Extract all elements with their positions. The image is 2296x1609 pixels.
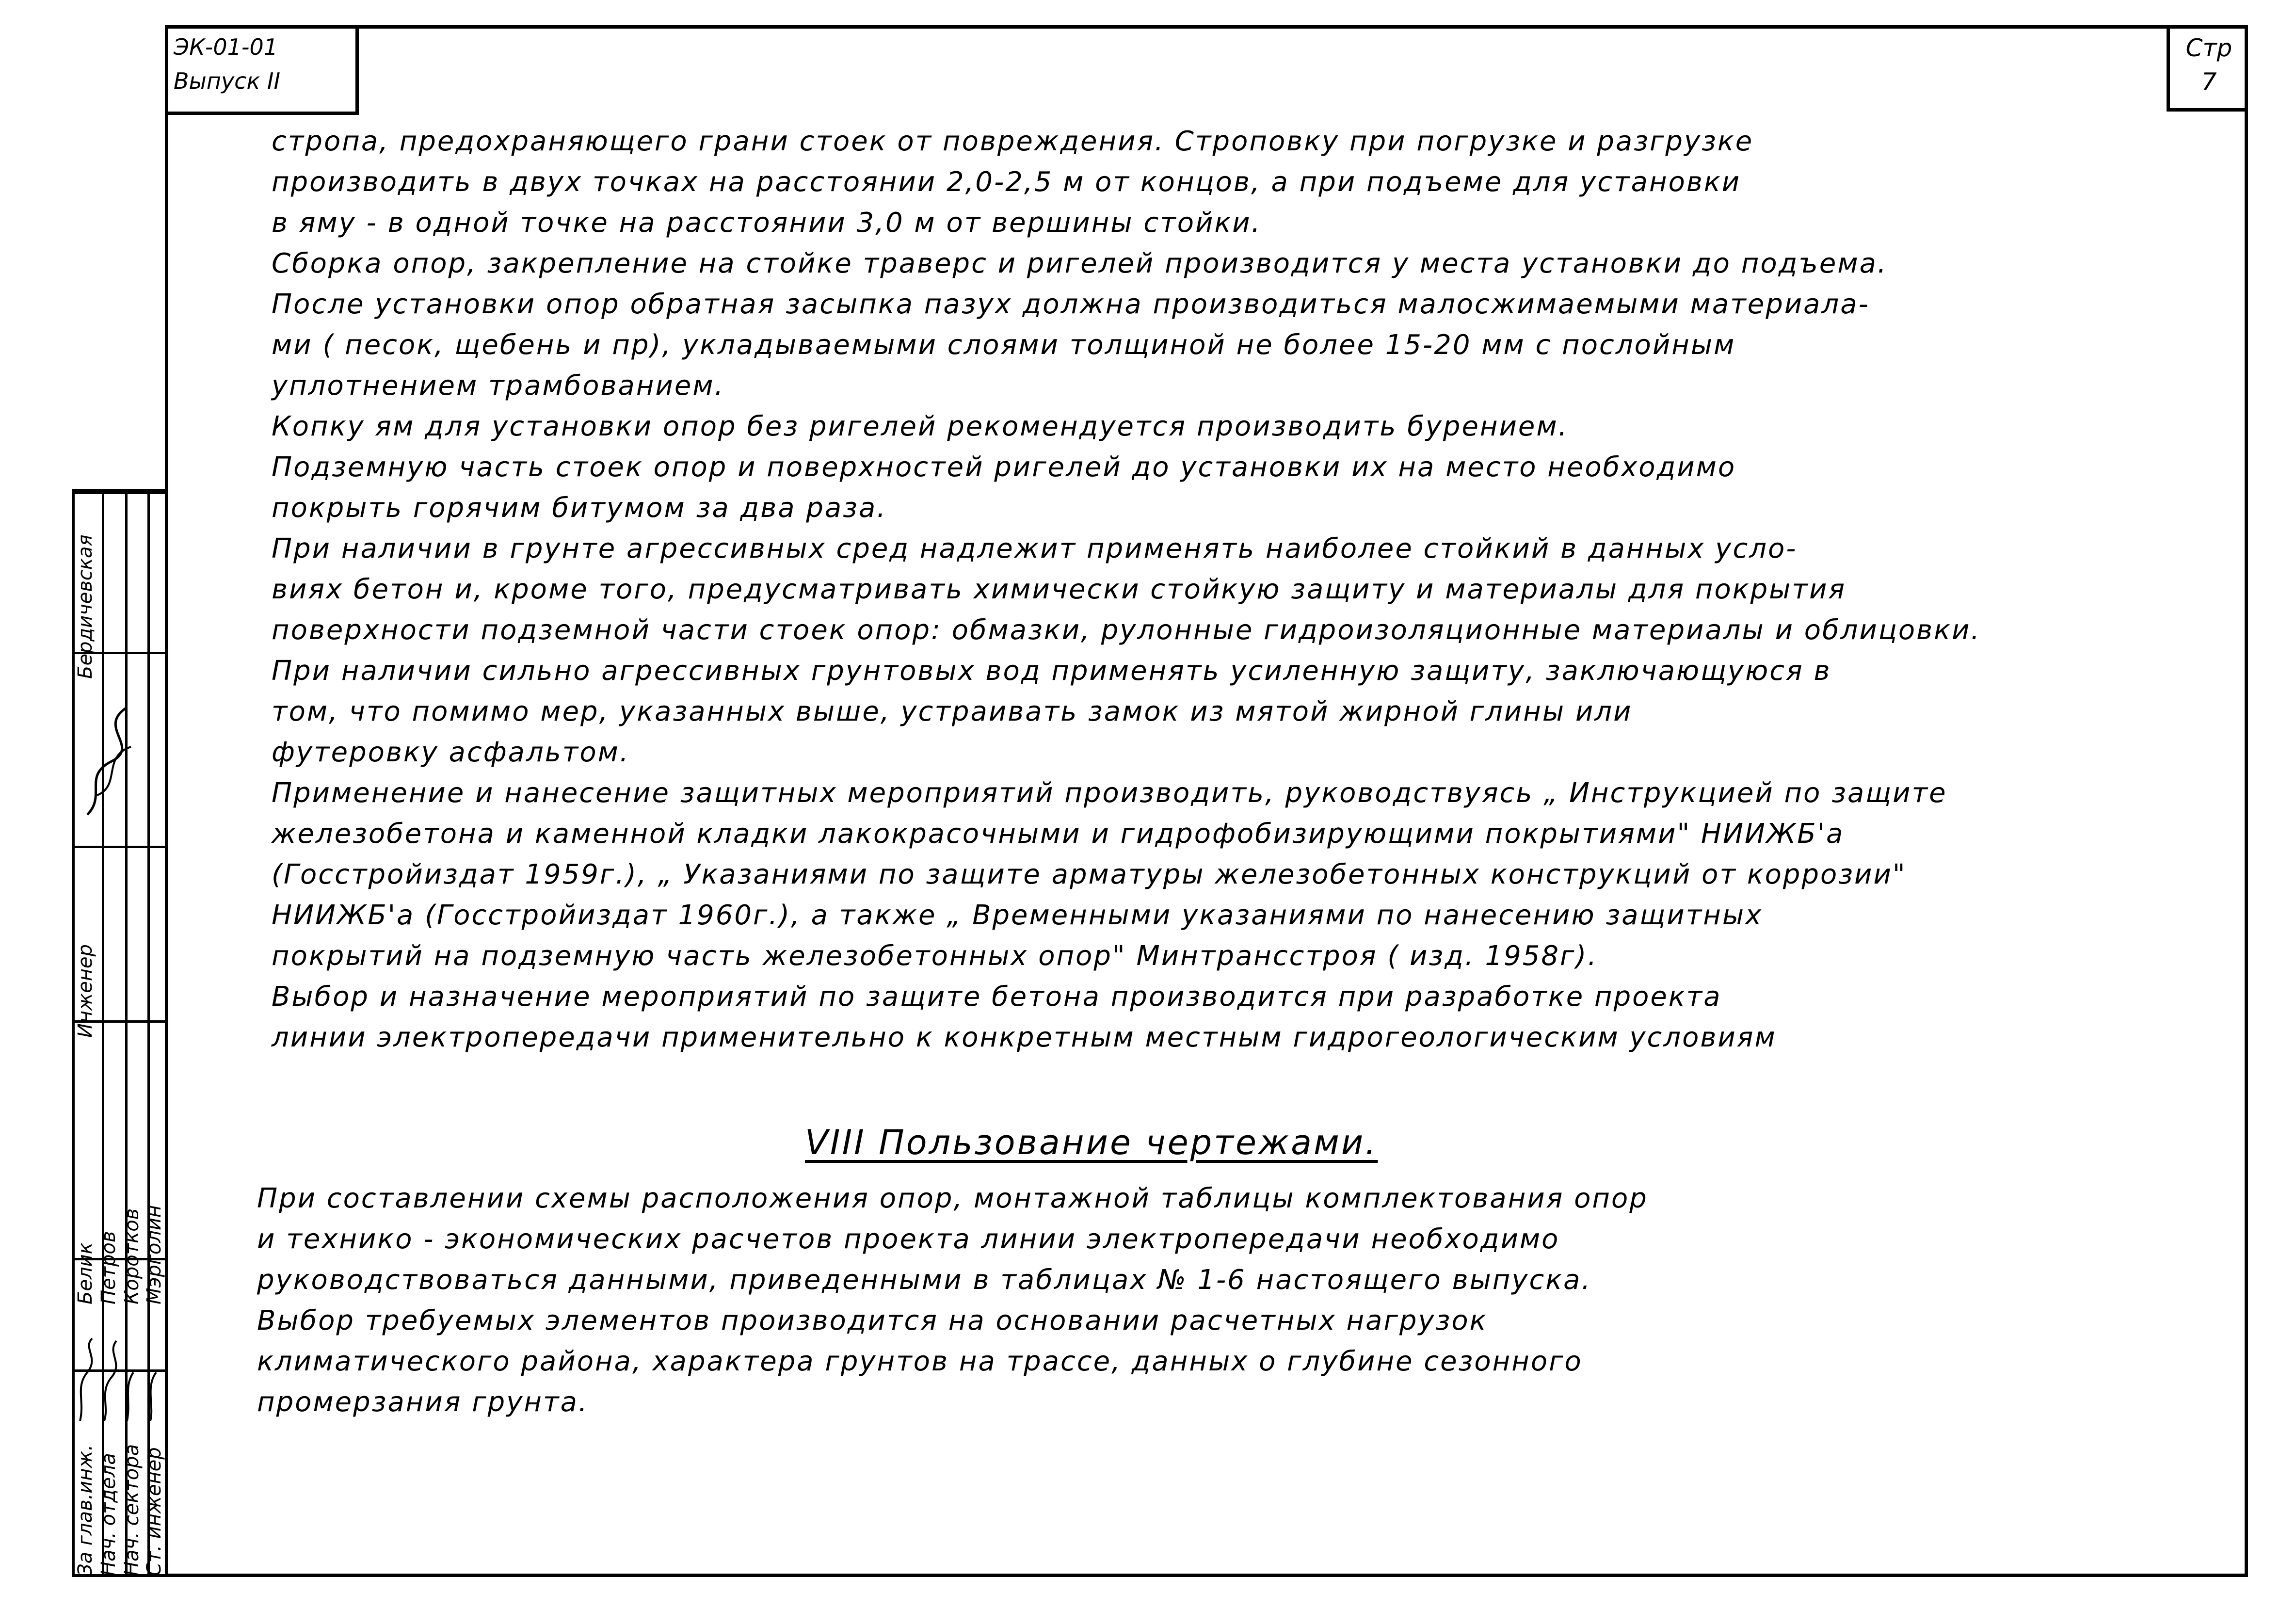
text-line: стропа, предохраняющего грани стоек от повреждения. Строповку при погрузке и разгрузке (272, 126, 1754, 157)
text-line: ми ( песок, щебень и пр), укладываемыми слоями толщиной не более 15-20 мм с послойным (272, 329, 1736, 361)
stamp-signatures (73, 1329, 165, 1431)
text-line: покрыть горячим битумом за два раза. (272, 492, 887, 524)
text-line: Подземную часть стоек опор и поверхностей ригелей до установки их на место необходимо (272, 451, 1736, 483)
text-line: уплотнением трамбованием. (272, 370, 725, 402)
text-line: виях бетон и, кроме того, предусматривать химически стойкую защиту и материалы для покрытия (272, 574, 1846, 605)
stamp-role-chief: За глав.инж. (74, 1444, 96, 1576)
page-number-box (2167, 25, 2248, 112)
stamp-role-sector-head: Нач. сектора (121, 1444, 143, 1576)
body-text (272, 121, 2221, 1058)
section-heading: VIII Пользование чертежами. (805, 1123, 1378, 1162)
text-line: покрытий на подземную часть железобетонных опор" Минтрансстроя ( изд. 1958г). (272, 940, 1598, 972)
text-line: При наличии сильно агрессивных грунтовых вод применять усиленную защиту, заключающуюся в (272, 655, 1831, 687)
section-text-line: руководствоваться данными, приведенными в таблицах № 1-6 настоящего выпуска. (257, 1264, 1592, 1296)
section-text-line: и технико - экономических расчетов проекта линии электропередачи необходимо (257, 1223, 1560, 1255)
stamp-role-dept-head: Нач. отдела (97, 1453, 120, 1576)
text-line: Выбор и назначение мероприятий по защите бетона производится при разработке проекта (272, 981, 1722, 1013)
text-line: Применение и нанесение защитных мероприятий производить, руководствуясь „ Инструкцией по защите (272, 777, 1947, 809)
text-line: линии электропередачи применительно к конкретным местным гидрогеологическим условиям (272, 1022, 1777, 1053)
text-line: футеровку асфальтом. (272, 737, 630, 768)
text-line: поверхности подземной части стоек опор: обмазки, рулонные гидроизоляционные материалы и облицовки. (272, 614, 1981, 646)
text-line: После установки опор обратная засыпка пазух должна производиться малосжимаемыми материала- (272, 289, 1870, 320)
text-line: производить в двух точках на расстоянии 2,0-2,5 м от концов, а при подъеме для установки (272, 166, 1741, 198)
stamp-engineer-name: Бердичевская (74, 534, 96, 679)
section-text-line: промерзания грунта. (257, 1386, 589, 1418)
document-code (165, 25, 359, 115)
text-line: (Госстройиздат 1959г.), „ Указаниями по защите арматуры железобетонных конструкций от коррозии" (272, 859, 1907, 890)
section-text-line: Выбор требуемых элементов производится на основании расчетных нагрузок (257, 1305, 1488, 1336)
stamp-name-sector-head: Коротков (121, 1208, 143, 1304)
document-issue: Выпуск II (174, 68, 281, 94)
section-text-line: При составлении схемы расположения опор, монтажной таблицы комплектования опор (257, 1183, 1648, 1214)
stamp-name-dept-head: Петров (97, 1231, 120, 1304)
page-number: 7 (2201, 68, 2217, 96)
stamp-name-chief: Белик (74, 1242, 96, 1304)
stamp-name-senior-engineer: Мэрголин (143, 1205, 165, 1304)
section-body-text (257, 1178, 2206, 1423)
section-text-line: климатического района, характера грунтов на трассе, данных о глубине сезонного (257, 1346, 1583, 1377)
text-line: НИИЖБ'а (Госстройиздат 1960г.), а также „ Временными указаниями по нанесению защитных (272, 900, 1763, 931)
text-line: в яму - в одной точке на расстоянии 3,0 м от вершины стойки. (272, 207, 1262, 239)
text-line: том, что помимо мер, указанных выше, устраивать замок из мятой жирной глины или (272, 696, 1633, 727)
page-label: Стр (2185, 34, 2232, 62)
text-line: железобетона и каменной кладки лакокрасочными и гидрофобизирующими покрытиями" НИИЖБ'а (272, 818, 1845, 850)
engineer-signature (78, 698, 141, 824)
stamp-role-senior-engineer: Ст. инженер (143, 1447, 165, 1576)
text-line: Сборка опор, закрепление на стойке траверс и ригелей производится у места установки до подъема. (272, 248, 1888, 279)
text-line: Копку ям для установки опор без ригелей рекомендуется производить бурением. (272, 411, 1569, 442)
stamp-engineer-role: Инженер (74, 944, 96, 1038)
document-code-line1: ЭК-01-01 (174, 34, 278, 60)
text-line: При наличии в грунте агрессивных сред надлежит применять наиболее стойкий в данных усло- (272, 533, 1798, 564)
